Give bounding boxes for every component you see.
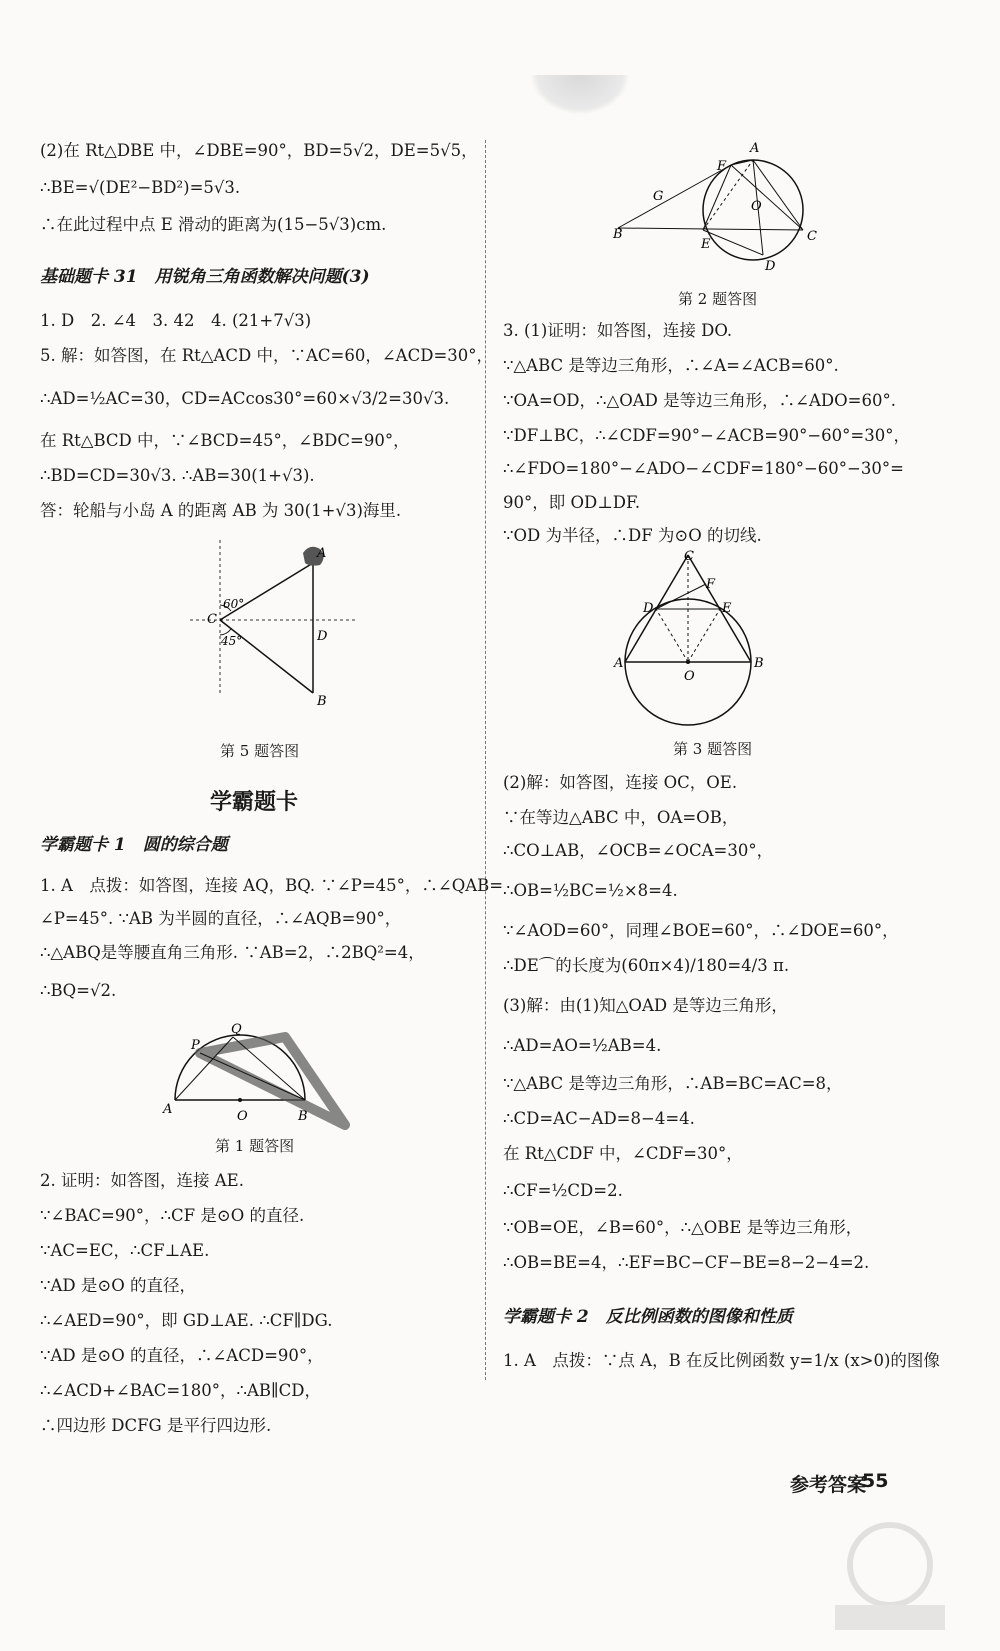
- text-line: ∴DE⌒的长度为(60π×4)/180=4/3 π.: [503, 956, 790, 975]
- figure-caption: 第 3 题答图: [673, 740, 753, 758]
- svg-text:B: B: [298, 1109, 308, 1124]
- text-line: (2)解：如答图，连接 OC，OE.: [503, 773, 738, 792]
- text-line: ∴∠FDO=180°−∠ADO−∠CDF=180°−60°−30°=: [503, 459, 904, 478]
- text-line: ∵AD 是⊙O 的直径，∴∠ACD=90°，: [40, 1346, 324, 1365]
- text-line: ∵△ABC 是等边三角形，∴∠A=∠ACB=60°.: [503, 356, 839, 375]
- text-line: ∵△ABC 是等边三角形，∴AB=BC=AC=8，: [503, 1074, 843, 1093]
- page-tab-decoration: [530, 75, 630, 115]
- svg-text:45°: 45°: [221, 634, 243, 648]
- text-line: ∵在等边△ABC 中，OA=OB，: [503, 808, 739, 827]
- text-line: ∵OA=OD，∴△OAD 是等边三角形，∴∠ADO=60°.: [503, 391, 896, 410]
- svg-text:E: E: [722, 601, 732, 616]
- section-heading: 学霸题卡 2 反比例函数的图像和性质: [503, 1307, 793, 1327]
- text-line: ∵DF⊥BC，∴∠CDF=90°−∠ACB=90°−60°=30°，: [503, 426, 910, 445]
- text-line: ∴BE=√(DE²−BD²)=5√3.: [40, 178, 241, 197]
- text-line: 2. 证明：如答图，连接 AE.: [40, 1171, 244, 1190]
- svg-text:B: B: [613, 227, 623, 242]
- svg-text:O: O: [237, 1109, 248, 1124]
- svg-text:Q: Q: [231, 1022, 242, 1037]
- text-line: ∴在此过程中点 E 滑动的距离为(15−5√3)cm.: [40, 215, 387, 234]
- svg-text:D: D: [317, 629, 328, 644]
- text-line: ∴CF=½CD=2.: [503, 1181, 623, 1200]
- text-line: 5. 解：如答图，在 Rt△ACD 中，∵AC=60，∠ACD=30°，: [40, 346, 494, 365]
- text-line: ∴∠ACD+∠BAC=180°，∴AB∥CD，: [40, 1381, 321, 1400]
- text-line: ∴CD=AC−AD=8−4=4.: [503, 1109, 695, 1128]
- text-line: ∵AD 是⊙O 的直径，: [40, 1276, 196, 1295]
- figure-1-diagram: [155, 1022, 355, 1135]
- text-line: ∴∠AED=90°，即 GD⊥AE. ∴CF∥DG.: [40, 1311, 333, 1330]
- text-line: ∴BD=CD=30√3. ∴AB=30(1+√3).: [40, 466, 315, 485]
- svg-text:E: E: [701, 237, 711, 252]
- text-line: ∵∠BAC=90°，∴CF 是⊙O 的直径.: [40, 1206, 305, 1225]
- svg-text:C: C: [807, 229, 817, 244]
- text-line: ∴BQ=√2.: [40, 981, 117, 1000]
- svg-text:B: B: [317, 694, 327, 709]
- text-line: (3)解：由(1)知△OAD 是等边三角形，: [503, 996, 788, 1015]
- text-line: 在 Rt△CDF 中，∠CDF=30°，: [503, 1144, 743, 1163]
- text-line: (2)在 Rt△DBE 中，∠DBE=90°，BD=5√2，DE=5√5，: [40, 141, 478, 160]
- text-line: 1. D 2. ∠4 3. 42 4. (21+7√3): [40, 311, 312, 330]
- page-number: 55: [862, 1470, 889, 1492]
- svg-text:D: D: [643, 601, 654, 616]
- footer-label: 参考答案: [790, 1474, 867, 1496]
- text-line: ∵OD 为半径，∴DF 为⊙O 的切线.: [503, 526, 762, 545]
- svg-text:A: A: [750, 141, 760, 156]
- text-line: ∴AD=½AC=30，CD=ACcos30°=60×√3/2=30√3.: [40, 389, 450, 408]
- figure-caption: 第 5 题答图: [220, 742, 300, 760]
- svg-text:A: A: [163, 1102, 173, 1117]
- watermark-logo-icon: [815, 1510, 965, 1640]
- text-line: ∴OB=½BC=½×8=4.: [503, 881, 678, 900]
- section-heading: 基础题卡 31 用锐角三角函数解决问题(3): [40, 267, 370, 287]
- svg-text:60°: 60°: [223, 597, 245, 611]
- text-line: ∴CO⊥AB，∠OCB=∠OCA=30°，: [503, 841, 774, 860]
- section-heading: 学霸题卡 1 圆的综合题: [40, 835, 228, 855]
- text-line: ∠P=45°. ∵AB 为半圆的直径，∴∠AQB=90°，: [40, 909, 402, 928]
- column-divider: [485, 140, 486, 1380]
- text-line: 答：轮船与小岛 A 的距离 AB 为 30(1+√3)海里.: [40, 501, 402, 520]
- text-line: ∴OB=BE=4，∴EF=BC−CF−BE=8−2−4=2.: [503, 1253, 870, 1272]
- text-line: 1. A 点拨：∵点 A，B 在反比例函数 y=1/x (x>0)的图像: [503, 1351, 940, 1370]
- text-line: ∵AC=EC，∴CF⊥AE.: [40, 1241, 210, 1260]
- svg-text:C: C: [684, 549, 694, 564]
- text-line: ∵OB=OE，∠B=60°，∴△OBE 是等边三角形，: [503, 1218, 863, 1237]
- figure-caption: 第 2 题答图: [678, 290, 758, 308]
- svg-text:G: G: [653, 189, 664, 204]
- text-line: ∴AD=AO=½AB=4.: [503, 1036, 662, 1055]
- text-line: 3. (1)证明：如答图，连接 DO.: [503, 321, 733, 340]
- svg-text:D: D: [765, 259, 776, 274]
- text-line: 1. A 点拨：如答图，连接 AQ，BQ. ∵∠P=45°，∴∠QAB=: [40, 876, 504, 895]
- figure-caption: 第 1 题答图: [215, 1137, 295, 1155]
- figure-3-diagram: [614, 549, 798, 735]
- text-line: 在 Rt△BCD 中，∵∠BCD=45°，∠BDC=90°，: [40, 431, 410, 450]
- svg-text:O: O: [684, 669, 695, 684]
- svg-text:A: A: [614, 656, 624, 671]
- svg-text:F: F: [717, 159, 727, 174]
- figure-5-diagram: [185, 535, 385, 735]
- text-line: ∴△ABQ是等腰直角三角形. ∵AB=2，∴2BQ²=4，: [40, 943, 425, 962]
- svg-text:B: B: [754, 656, 764, 671]
- figure-2-diagram: [613, 140, 843, 280]
- svg-text:A: A: [317, 546, 327, 561]
- text-line: ∴四边形 DCFG 是平行四边形.: [40, 1416, 272, 1435]
- svg-text:O: O: [751, 199, 762, 214]
- text-line: 90°，即 OD⊥DF.: [503, 493, 641, 512]
- svg-text:P: P: [191, 1038, 200, 1053]
- svg-text:C: C: [207, 612, 217, 627]
- svg-text:F: F: [706, 577, 716, 592]
- section-title: 学霸题卡: [210, 789, 299, 815]
- text-line: ∵∠AOD=60°，同理∠BOE=60°，∴∠DOE=60°，: [503, 921, 899, 940]
